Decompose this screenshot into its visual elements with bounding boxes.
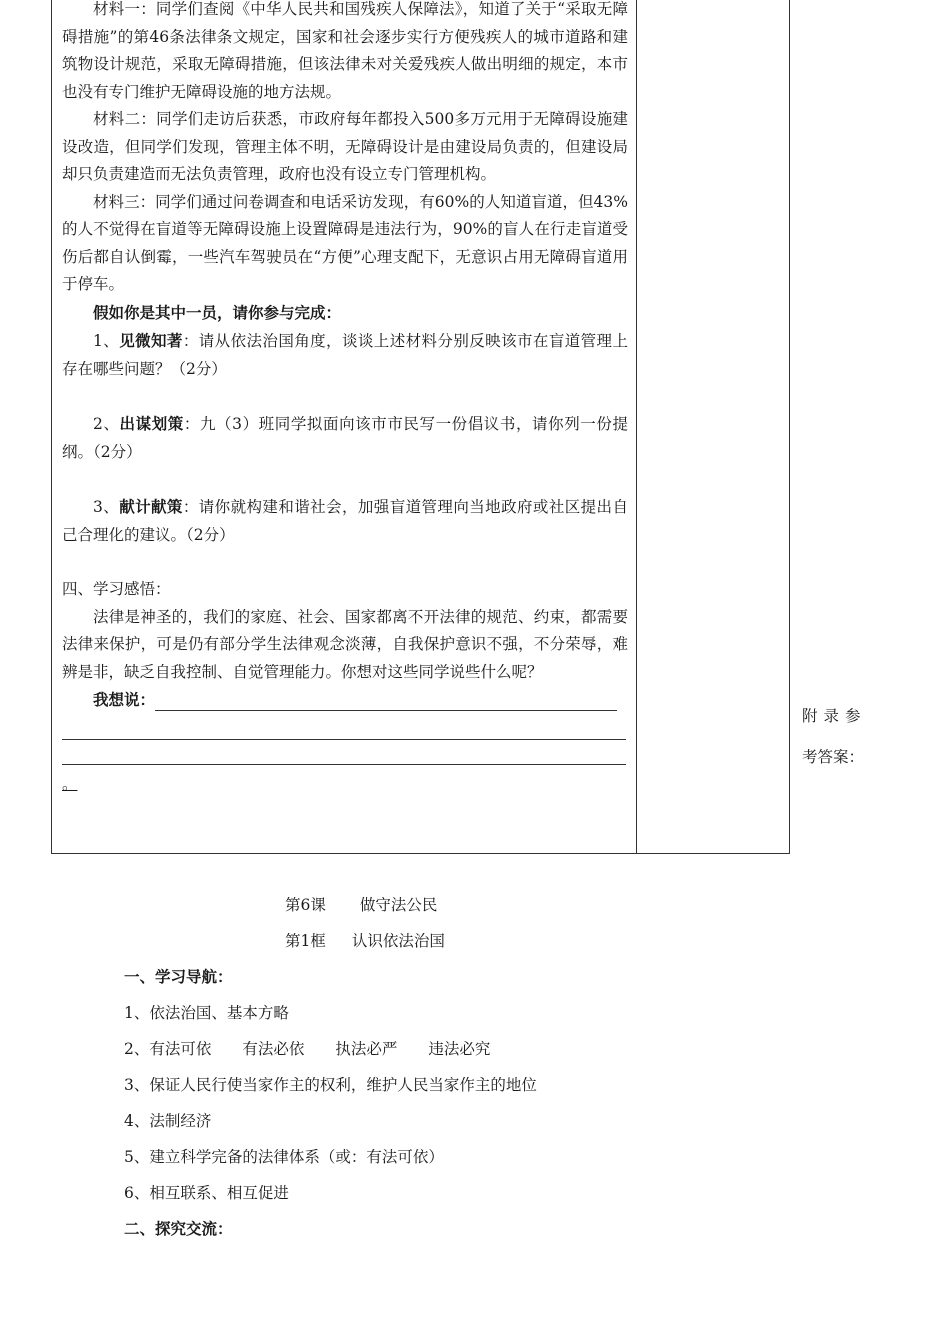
q3-num: 3、 — [93, 498, 120, 516]
q2-text: ：九（3）班同学拟面向该市市民写一份倡议书，请你列一份提纲。（2分） — [62, 415, 628, 461]
i-want-say-label: 我想说： — [93, 690, 156, 709]
worksheet-table — [51, 0, 790, 854]
section-4-heading: 四、学习感悟： — [62, 580, 171, 598]
answer-line[interactable] — [62, 715, 626, 740]
answer-line[interactable] — [155, 690, 617, 711]
q2-label: 出谋划策 — [119, 414, 184, 433]
q3-text: ：请你就构建和谐社会，加强盲道管理向当地政府或社区提出自己合理化的建议。（2分） — [62, 498, 628, 544]
table-divider — [636, 0, 637, 853]
side-note-line-1: 附录参 — [802, 707, 867, 725]
lesson-subtitle — [285, 929, 445, 951]
instruction — [62, 299, 628, 328]
answer-line[interactable] — [62, 740, 626, 765]
answer-item: 5、建立科学完备的法律体系（或：有法可依） — [124, 1148, 444, 1166]
side-note — [802, 696, 872, 778]
material-one: 材料一：同学们查阅《中华人民共和国残疾人保障法》，知道了关于“采取无障碍措施”的第46条法律条文规定，国家和社会逐步实行方便残疾人的城市道路和建筑物设计规范，采取无障碍措施，但该法律未对关爱残疾人做出明细的规定，本市也没有专门维护无障碍设施的地方法规。 — [62, 0, 628, 101]
end-mark: 。 — [62, 774, 78, 793]
question-3 — [62, 493, 628, 549]
answer-item: 6、相互联系、相互促进 — [124, 1184, 289, 1202]
section-4-text: 法律是神圣的，我们的家庭、社会、国家都离不开法律的规范、约束，都需要法律来保护，可是仍有部分学生法律观念淡薄，自我保护意识不强，不分荣辱，难辨是非，缺乏自我控制、自觉管理能力。你想对这些同学说些什么呢？ — [62, 607, 628, 681]
q1-label: 见微知著 — [119, 331, 183, 350]
frame-name: 认识依法治国 — [351, 932, 445, 950]
lesson-name: 做守法公民 — [359, 896, 438, 914]
table-content-cell — [62, 0, 628, 798]
q1-text: ：请从依法治国角度，谈谈上述材料分别反映该市在盲道管理上存在哪些问题？（2分） — [62, 332, 628, 378]
instruction-text: 假如你是其中一员，请你参与完成： — [93, 302, 342, 322]
answer-item: 1、依法治国、基本方略 — [124, 1004, 289, 1022]
lesson-title — [285, 893, 437, 915]
material-two: 材料二：同学们走访后获悉，市政府每年都投入500多万元用于无障碍设施建设改造，但同学们发现，管理主体不明，无障碍设计是由建设局负责的，但建设局却只负责建造而无法负责管理，政府也没有设立专门管理机构。 — [62, 110, 628, 183]
side-note-line-2: 考答案： — [802, 748, 865, 766]
answer-line-row — [62, 686, 628, 715]
q3-label: 献计献策 — [119, 497, 183, 516]
answer-item: 4、法制经济 — [124, 1112, 212, 1130]
lesson-number: 第6课 — [285, 896, 326, 914]
frame-number: 第1框 — [285, 932, 326, 950]
answers-heading-2: 二、探究交流： — [124, 1219, 233, 1238]
question-2 — [62, 410, 628, 466]
answers-heading-1: 一、学习导航： — [124, 967, 233, 986]
answer-item: 2、有法可依 有法必依 执法必严 违法必究 — [124, 1040, 491, 1058]
question-1 — [62, 327, 628, 383]
answer-item: 3、保证人民行使当家作主的权利，维护人民当家作主的地位 — [124, 1076, 537, 1094]
q1-num: 1、 — [93, 332, 120, 350]
q2-num: 2、 — [93, 415, 120, 433]
material-three: 材料三：同学们通过问卷调查和电话采访发现，有60%的人知道盲道，但43%的人不觉得在盲道等无障碍设施上设置障碍是违法行为，90%的盲人在行走盲道受伤后都自认倒霉，一些汽车驾驶员在“方便”心理支配下，无意识占用无障碍盲道用于停车。 — [62, 192, 628, 293]
